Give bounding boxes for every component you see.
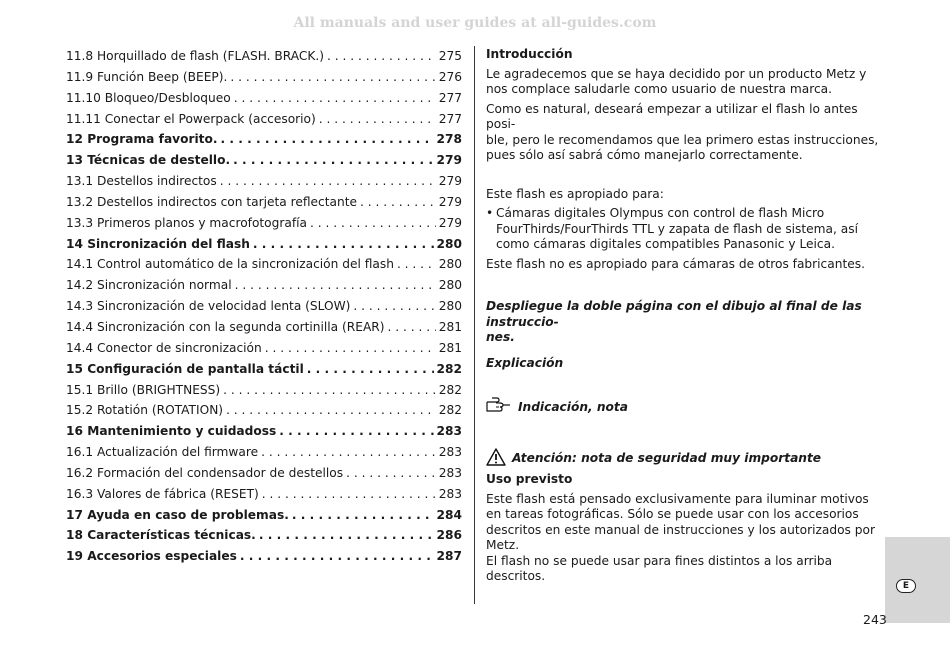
toc-entry (66, 400, 462, 421)
toc-entry-title: 16.3 Valores de fábrica (RESET) (66, 486, 259, 501)
toc-entry-page: 275 (438, 49, 462, 63)
toc-entry-page: 283 (438, 486, 462, 501)
language-side-tab (885, 537, 950, 623)
toc-leader-dots (234, 88, 436, 109)
toc-entry-title: 19 Accesorios especiales (66, 549, 237, 564)
intended-use-restriction: El flash no se puede usar para fines distintos a los arriba descritos. (486, 553, 833, 583)
toc-entry-title: 13.1 Destellos indirectos (66, 174, 217, 189)
column-divider (474, 46, 475, 604)
explanation-heading: Explicación (486, 355, 564, 370)
toc-entry (66, 338, 462, 359)
toc-entry-page: 284 (436, 507, 462, 522)
toc-entry (66, 421, 462, 442)
toc-entry-page: 281 (438, 340, 462, 355)
toc-leader-dots (346, 463, 436, 484)
toc-leader-dots (235, 275, 436, 296)
toc-entry (66, 505, 462, 526)
toc-leader-dots (360, 192, 436, 213)
intro-paragraph-2b: ble, pero le recomendamos que lea primero estas instrucciones, pues sólo así sabrá cómo manejarlo correctamente. (486, 132, 879, 162)
toc-leader-dots (279, 421, 433, 442)
toc-entry-title: 14.3 Sincronización de velocidad lenta (SLOW) (66, 299, 351, 314)
toc-entry-title: 14 Sincronización del flash (66, 236, 250, 251)
unfold-instruction-b: nes. (486, 330, 515, 344)
toc-entry-title: 11.11 Conectar el Powerpack (accesorio) (66, 111, 316, 126)
bullet-text: Cámaras digitales Olympus con control de flash Micro FourThirds/FourThirds TTL y zapata de flash de sistema, así como cámaras digitales compatibles Panasonic y Leica. (496, 206, 858, 251)
language-badge: E (896, 579, 916, 593)
toc-entry-page: 278 (436, 132, 462, 147)
toc-leader-dots (307, 359, 434, 380)
toc-entry (66, 525, 462, 546)
toc-entry (66, 46, 462, 67)
toc-entry-title: 13.2 Destellos indirectos con tarjeta reflectante (66, 194, 357, 209)
toc-entry (66, 380, 462, 401)
toc-leader-dots (221, 129, 434, 150)
toc-entry-title: 11.9 Función Beep (BEEP). (66, 69, 228, 84)
toc-entry-page: 282 (438, 403, 462, 418)
toc-entry-title: 13.3 Primeros planos y macrofotografía (66, 215, 307, 230)
toc-leader-dots (253, 234, 434, 255)
toc-entry (66, 463, 462, 484)
toc-leader-dots (292, 505, 434, 526)
toc-entry (66, 129, 462, 150)
toc-entry (66, 275, 462, 296)
toc-entry-page: 280 (438, 278, 462, 293)
intended-use-text: Este flash está pensado exclusivamente para iluminar motivos en tareas fotográficas. Sólo se puede usar con los accesorios descritos en este manual de instrucciones y los autorizados por Metz. (486, 491, 875, 552)
toc-entry-title: 17 Ayuda en caso de problemas. (66, 507, 289, 522)
toc-leader-dots (310, 213, 436, 234)
toc-entry-page: 280 (438, 299, 462, 314)
intended-use-heading: Uso previsto (486, 472, 573, 486)
toc-entry-title: 14.4 Sincronización con la segunda cortinilla (REAR) (66, 319, 385, 334)
toc-entry-title: 12 Programa favorito. (66, 132, 218, 147)
toc-leader-dots (388, 317, 436, 338)
toc-entry-page: 280 (438, 257, 462, 272)
toc-entry-page: 279 (438, 174, 462, 189)
toc-entry-page: 277 (438, 111, 462, 126)
toc-entry (66, 546, 462, 567)
toc-entry (66, 192, 462, 213)
warning-triangle-icon (486, 448, 512, 471)
toc-leader-dots (319, 109, 436, 130)
toc-leader-dots (327, 46, 436, 67)
pointing-hand-icon (486, 397, 518, 418)
toc-entry-page: 282 (436, 361, 462, 376)
toc-leader-dots (262, 484, 436, 505)
toc-entry-page: 283 (436, 424, 462, 439)
intro-heading: Introducción (486, 47, 573, 61)
toc-entry-title: 15 Configuración de pantalla táctil (66, 361, 304, 376)
toc-leader-dots (230, 67, 435, 88)
toc-entry (66, 150, 462, 171)
toc-entry-title: 11.8 Horquillado de flash (FLASH. BRACK.) (66, 49, 324, 63)
toc-entry (66, 296, 462, 317)
toc-entry-title: 14.4 Conector de sincronización (66, 340, 262, 355)
watermark-header: All manuals and user guides at all-guides.com (293, 15, 657, 31)
toc-entry-page: 283 (438, 465, 462, 480)
toc-entry-page: 279 (438, 194, 462, 209)
toc-entry (66, 484, 462, 505)
warning-label: Atención: nota de seguridad muy importante (512, 451, 822, 465)
toc-leader-dots (259, 525, 434, 546)
toc-entry-title: 13 Técnicas de destello. (66, 153, 231, 168)
toc-entry-page: 282 (438, 382, 462, 397)
toc-leader-dots (240, 546, 434, 567)
suitable-bullet (486, 206, 882, 253)
toc-entry-title: 15.1 Brillo (BRIGHTNESS) (66, 382, 221, 397)
not-suitable-text: Este flash no es apropiado para cámaras de otros fabricantes. (486, 256, 865, 271)
toc-entry-title: 14.2 Sincronización normal (66, 278, 232, 293)
toc-entry-title: 16.2 Formación del condensador de destellos (66, 465, 344, 480)
toc-leader-dots (397, 254, 436, 275)
warning-line (486, 448, 882, 471)
toc-entry-title: 16.1 Actualización del firmware (66, 445, 259, 460)
toc-leader-dots (261, 442, 436, 463)
toc-entry (66, 67, 462, 88)
introduction-section (486, 47, 882, 585)
toc-entry-title: 14.1 Control automático de la sincronización del flash (66, 257, 394, 272)
table-of-contents (66, 46, 462, 567)
toc-entry-title: 16 Mantenimiento y cuidadoss (66, 424, 277, 439)
note-label: Indicación, nota (518, 399, 628, 414)
page-number: 243 (863, 612, 887, 627)
toc-entry (66, 88, 462, 109)
toc-entry-page: 277 (438, 90, 462, 105)
toc-entry (66, 213, 462, 234)
bullet-symbol: • (486, 206, 494, 220)
toc-entry-page: 281 (438, 319, 462, 334)
toc-leader-dots (220, 171, 436, 192)
toc-entry-title: 18 Características técnicas. (66, 528, 256, 543)
toc-entry-page: 287 (436, 549, 462, 564)
note-line (486, 397, 882, 418)
toc-leader-dots (223, 380, 436, 401)
toc-entry (66, 442, 462, 463)
toc-entry-page: 279 (438, 215, 462, 230)
suitable-heading: Este flash es apropiado para: (486, 186, 664, 201)
toc-entry (66, 109, 462, 130)
toc-entry-page: 280 (436, 236, 462, 251)
toc-leader-dots (233, 150, 433, 171)
toc-entry (66, 254, 462, 275)
toc-entry (66, 171, 462, 192)
intro-paragraph-2a: Como es natural, deseará empezar a utilizar el flash lo antes posi- (486, 101, 858, 131)
toc-entry (66, 234, 462, 255)
toc-entry-title: 15.2 Rotatión (ROTATION) (66, 403, 224, 418)
toc-entry-page: 276 (438, 69, 462, 84)
toc-entry (66, 359, 462, 380)
toc-entry-page: 283 (438, 445, 462, 460)
toc-entry (66, 317, 462, 338)
toc-leader-dots (265, 338, 436, 359)
toc-entry-title: 11.10 Bloqueo/Desbloqueo (66, 90, 231, 105)
intro-paragraph: Le agradecemos que se haya decidido por un producto Metz y nos complace saludarle como usuario de nuestra marca. (486, 66, 867, 96)
toc-entry-page: 286 (436, 528, 462, 543)
unfold-instruction-a: Despliegue la doble página con el dibujo al final de las instruccio- (486, 299, 862, 329)
toc-entry-page: 279 (436, 153, 462, 168)
toc-leader-dots (353, 296, 435, 317)
toc-leader-dots (226, 400, 436, 421)
